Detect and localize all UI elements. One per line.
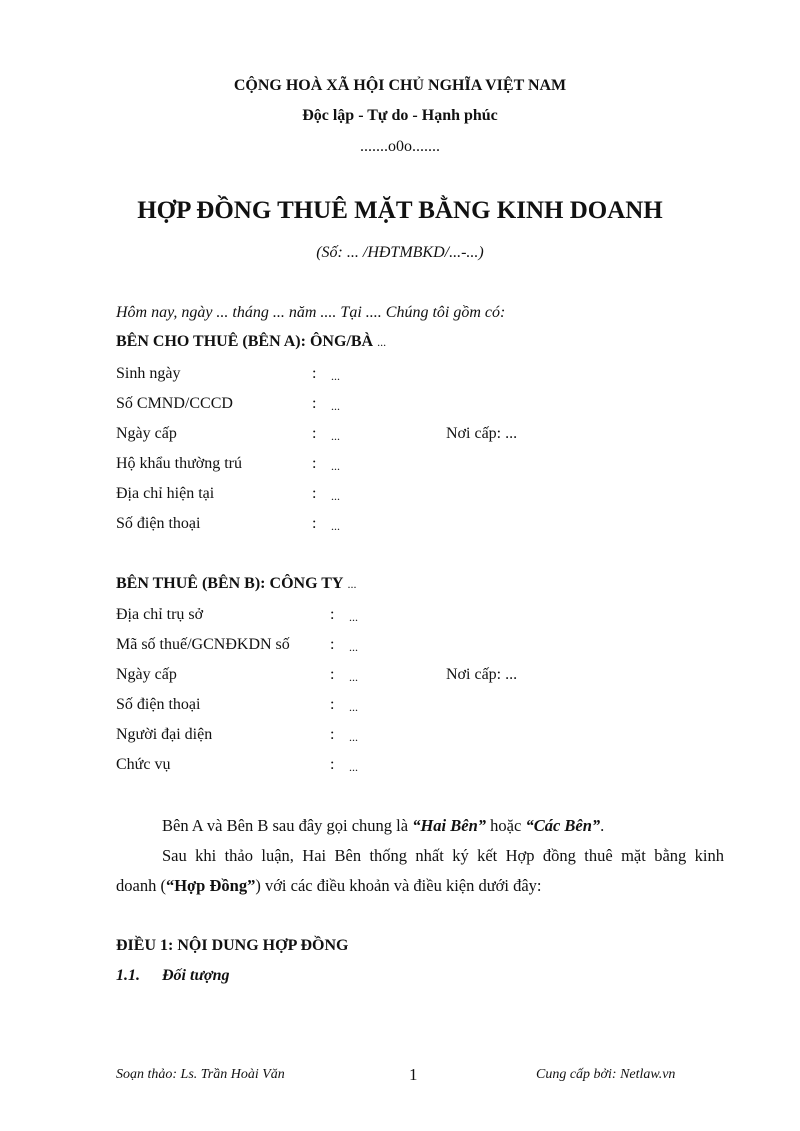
para-text: ) với các điều khoản và điều kiện dưới đây: (255, 876, 542, 895)
party-a-heading-dots: ... (377, 335, 387, 349)
row-colon: : (312, 515, 317, 532)
document-title: HỢP ĐỒNG THUÊ MẶT BẰNG KINH DOANH (137, 197, 663, 224)
row-value: ... (349, 760, 358, 774)
row-label: Chức vụ (116, 756, 171, 773)
national-title: CỘNG HOÀ XÃ HỘI CHỦ NGHĨA VIỆT NAM (233, 77, 567, 94)
row-value: ... (349, 640, 358, 654)
row-label: Hộ khẩu thường trú (116, 455, 243, 472)
row-value: ... (331, 429, 340, 443)
row-colon: : (330, 666, 335, 683)
para-text: Bên A và Bên B sau đây gọi chung là (162, 816, 413, 835)
party-b-heading-text: BÊN THUÊ (BÊN B): CÔNG TY (116, 575, 344, 592)
row-label: Người đại diện (116, 726, 213, 743)
footer-provider: Cung cấp bởi: Netlaw.vn (536, 1067, 676, 1082)
row-value: ... (349, 730, 358, 744)
row-label: Địa chỉ trụ sở (116, 606, 204, 623)
row-label: Mã số thuế/GCNĐKDN số (116, 636, 290, 653)
row-value: ... (331, 519, 340, 533)
row-label: Ngày cấp (116, 666, 177, 683)
section-number: 1.1. (116, 967, 140, 984)
row-label: Số điện thoại (116, 696, 201, 713)
intro-line: Hôm nay, ngày ... tháng ... năm .... Tại .... Chúng tôi gồm có: (116, 304, 506, 321)
row-label: Sinh ngày (116, 365, 181, 382)
issue-place: Nơi cấp: ... (446, 425, 518, 442)
party-a-heading-text: BÊN CHO THUÊ (BÊN A): ÔNG/BÀ (116, 333, 374, 350)
row-label: Số CMND/CCCD (116, 395, 233, 412)
party-a-heading (116, 333, 386, 351)
para-term: “Hai Bên” (412, 816, 487, 835)
row-colon: : (330, 756, 335, 773)
row-colon: : (330, 636, 335, 653)
para-term: “Các Bên” (525, 816, 601, 835)
issue-place: Nơi cấp: ... (446, 666, 518, 683)
section-title: Đối tượng (162, 967, 230, 984)
para-term: “Hợp Đồng” (165, 876, 256, 895)
para-text: . (600, 816, 605, 835)
agreement-paragraph-line2 (116, 876, 542, 896)
row-colon: : (312, 455, 317, 472)
row-label: Số điện thoại (116, 515, 201, 532)
national-motto: Độc lập - Tự do - Hạnh phúc (302, 107, 498, 124)
party-b-heading (116, 575, 356, 593)
row-colon: : (312, 365, 317, 382)
row-label: Địa chỉ hiện tại (116, 485, 215, 502)
parties-definition-paragraph (162, 816, 604, 836)
row-colon: : (330, 726, 335, 743)
row-colon: : (312, 425, 317, 442)
page-number: 1 (409, 1065, 418, 1084)
row-value: ... (331, 489, 340, 503)
ornament-divider: .......o0o....... (360, 138, 440, 155)
document-number: (Số: ... /HĐTMBKD/...-...) (316, 244, 484, 261)
row-value: ... (331, 399, 340, 413)
row-label: Ngày cấp (116, 425, 177, 442)
row-value: ... (349, 610, 358, 624)
row-colon: : (330, 606, 335, 623)
para-text: hoặc (486, 816, 526, 835)
row-colon: : (330, 696, 335, 713)
article-1-heading: ĐIỀU 1: NỘI DUNG HỢP ĐỒNG (116, 937, 349, 954)
agreement-paragraph-line1: Sau khi thảo luận, Hai Bên thống nhất ký kết Hợp đồng thuê mặt bằng kinh (162, 846, 724, 865)
row-value: ... (349, 700, 358, 714)
row-colon: : (312, 485, 317, 502)
party-b-heading-dots: ... (347, 577, 357, 591)
row-colon: : (312, 395, 317, 412)
row-value: ... (331, 459, 340, 473)
row-value: ... (349, 670, 358, 684)
footer-author: Soạn thảo: Ls. Trần Hoài Văn (116, 1067, 285, 1082)
para-text: doanh ( (116, 876, 166, 895)
row-value: ... (331, 369, 340, 383)
